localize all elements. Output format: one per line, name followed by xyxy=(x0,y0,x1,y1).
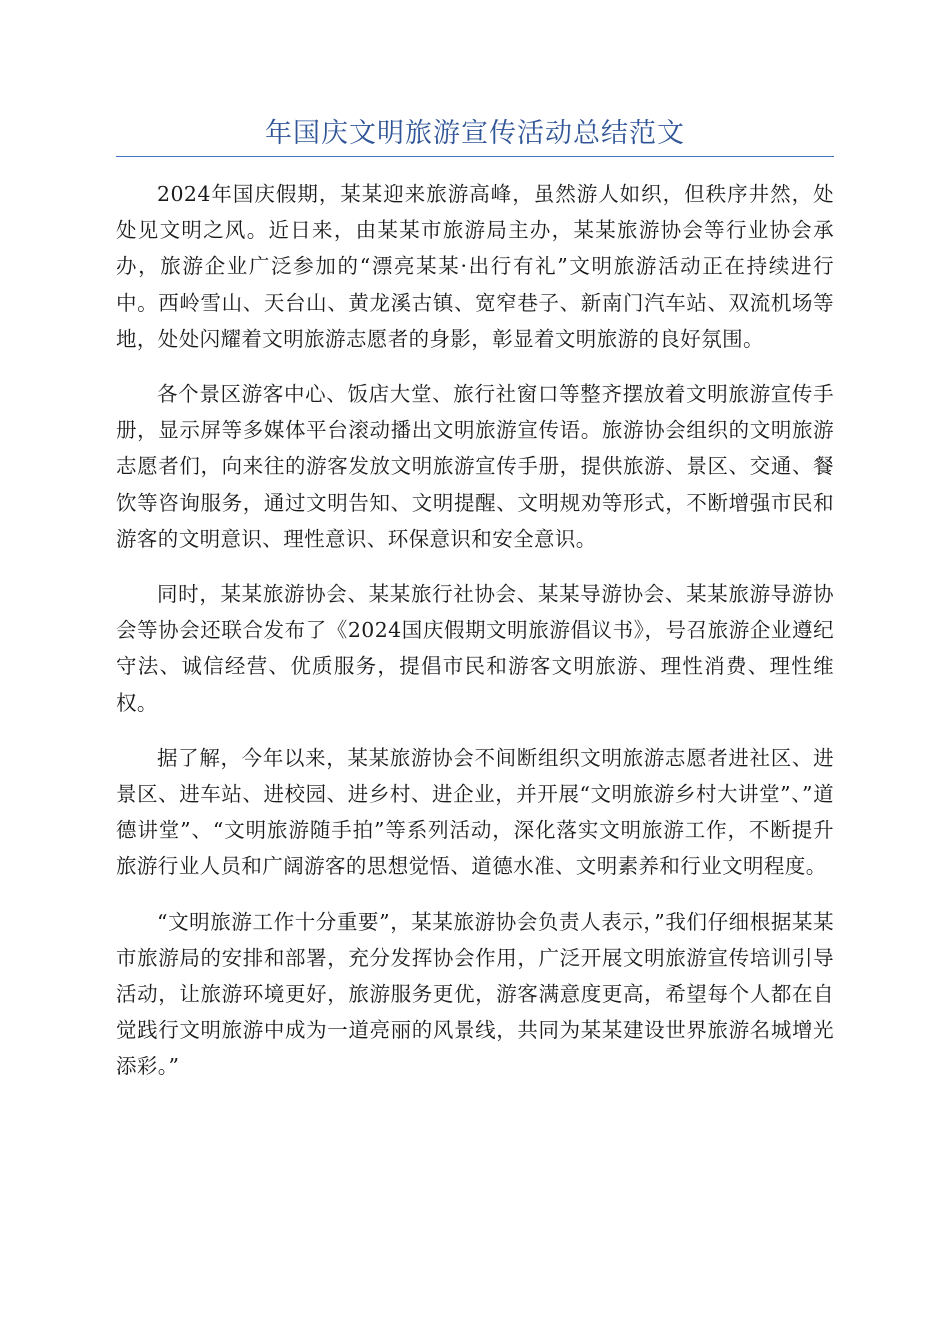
paragraph-1: 2024年国庆假期，某某迎来旅游高峰，虽然游人如织，但秩序井然，处处见文明之风。近日来，由某某市旅游局主办，某某旅游协会等行业协会承办，旅游企业广泛参加的“漂亮某某·出行有礼”文明旅游活动正在持续进行中。西岭雪山、天台山、黄龙溪古镇、宽窄巷子、新南门汽车站、双流机场等地，处处闪耀着文明旅游志愿者的身影，彰显着文明旅游的良好氛围。 xyxy=(116,182,834,351)
document-title: 年国庆文明旅游宣传活动总结范文 xyxy=(265,118,685,149)
paragraph-5: “文明旅游工作十分重要”，某某旅游协会负责人表示，”我们仔细根据某某市旅游局的安排和部署，充分发挥协会作用，广泛开展文明旅游宣传培训引导活动，让旅游环境更好，旅游服务更优，游客满意度更高，希望每个人都在自觉践行文明旅游中成为一道亮丽的风景线，共同为某某建设世界旅游名城增光添彩。” xyxy=(116,909,834,1079)
document-body xyxy=(116,176,834,1104)
paragraph-4: 据了解，今年以来，某某旅游协会不间断组织文明旅游志愿者进社区、进景区、进车站、进校园、进乡村、进企业，并开展“文明旅游乡村大讲堂”、”道德讲堂”、“文明旅游随手拍”等系列活动，深化落实文明旅游工作，不断提升旅游行业人员和广阔游客的思想觉悟、道德水准、文明素养和行业文明程度。 xyxy=(116,745,834,879)
paragraph-3: 同时，某某旅游协会、某某旅行社协会、某某导游协会、某某旅游导游协会等协会还联合发布了《2024国庆假期文明旅游倡议书》，号召旅游企业遵纪守法、诚信经营、优质服务，提倡市民和游客文明旅游、理性消费、理性维权。 xyxy=(116,582,834,715)
paragraph-2: 各个景区游客中心、饭店大堂、旅行社窗口等整齐摆放着文明旅游宣传手册，显示屏等多媒体平台滚动播出文明旅游宣传语。旅游协会组织的文明旅游志愿者们，向来往的游客发放文明旅游宣传手册，提供旅游、景区、交通、餐饮等咨询服务，通过文明告知、文明提醒、文明规劝等形式，不断增强市民和游客的文明意识、理性意识、环保意识和安全意识。 xyxy=(116,382,834,551)
title-underline xyxy=(116,156,834,157)
